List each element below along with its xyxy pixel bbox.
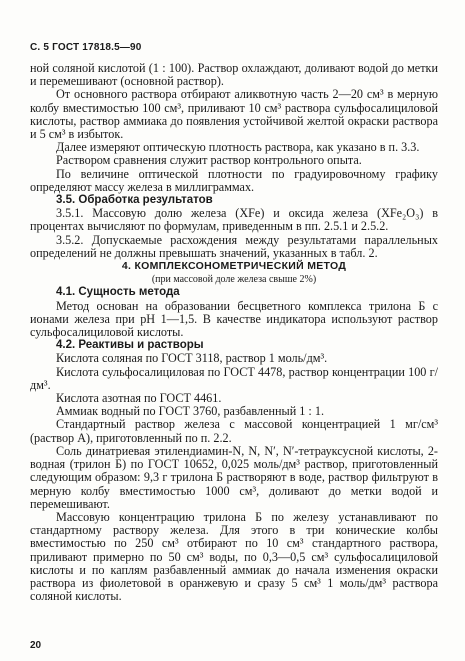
paragraph: Далее измеряют оптическую плотность раствора, как указано в п. 3.3. <box>56 140 420 155</box>
paragraph: Соль динатриевая этилендиамин-N, N, N′, N′-тетрауксусной кислоты, 2-водная (трилон Б) по ГОСТ 10652, 0,025 моль/дм³ раствор, приготовленный следующим образом: 9,3 г трилона Б растворяют в воде, раствор фильтруют в мерную колбу вместимостью 1000 см³, доливают до метки водой и перемешивают. <box>30 443 438 511</box>
page-header: С. 5 ГОСТ 17818.5—90 <box>30 42 142 53</box>
section-heading: 4.1. Сущность метода <box>56 286 180 299</box>
paragraph: По величине оптической плотности по градуировочному графику определяют массу железа в миллиграммах. <box>30 166 438 194</box>
section-heading: 4.2. Реактивы и растворы <box>56 339 204 352</box>
paragraph: Массовую концентрацию трилона Б по железу устанавливают по стандартному раствору железа. Для этого в три конические колбы вместимостью по 250 см³ отбирают по 10 см³ стандартного раствора, приливают примерно по 50 см³ воды, по 0,3—0,5 см³ сульфосалициловой кислоты и по каплям разбавленный аммиак до начала изменения окраски раствора из фиолетовой в оранжевую и сразу 5 см³ 1 моль/дм³ раствора соляной кислоты. <box>30 509 438 604</box>
paragraph: Кислота соляная по ГОСТ 3118, раствор 1 моль/дм³. <box>56 351 328 366</box>
section-heading: 3.5. Обработка результатов <box>56 194 213 207</box>
paragraph: Раствором сравнения служит раствор контрольного опыта. <box>56 153 362 168</box>
paragraph: 3.5.2. Допускаемые расхождения между результатами параллельных определений не должны превышать значений, указанных в табл. 2. <box>30 232 438 260</box>
document-body <box>30 62 438 603</box>
section-title: 4. КОМПЛЕКСОНОМЕТРИЧЕСКИЙ МЕТОД <box>121 260 347 273</box>
paragraph: ной соляной кислотой (1 : 100). Раствор охлаждают, доливают водой до метки и перемешивают (основной раствор). <box>30 61 438 89</box>
paragraph: Кислота сульфосалициловая по ГОСТ 4478, раствор концентрации 100 г/дм³. <box>30 364 438 392</box>
paragraph: Аммиак водный по ГОСТ 3760, разбавленный 1 : 1. <box>56 404 324 419</box>
paragraph: 3.5.1. Массовую долю железа (XFe) и оксида железа (XFe₂O₃) в процентах вычисляют по формулам, приведенным в пп. 2.5.1 и 2.5.2. <box>30 206 438 234</box>
section-subtitle: (при массовой доле железа свыше 2%) <box>151 274 317 286</box>
page-number: 20 <box>30 640 42 651</box>
paragraph: От основного раствора отбирают аликвотную часть 2—20 см³ в мерную колбу вместимостью 100 см³, приливают 10 см³ раствора сульфосалициловой кислоты, раствор аммиака до появления устойчивой желтой окраски раствора и 5 см³ в избыток. <box>30 87 438 142</box>
paragraph: Стандартный раствор железа с массовой концентрацией 1 мг/см³ (раствор А), приготовленный по п. 2.2. <box>30 417 438 445</box>
paragraph: Метод основан на образовании бесцветного комплекса трилона Б с ионами железа при pH 1—1,5. В качестве индикатора используют раствор сульфосалициловой кислоты. <box>30 298 438 340</box>
paragraph: Кислота азотная по ГОСТ 4461. <box>56 391 222 406</box>
